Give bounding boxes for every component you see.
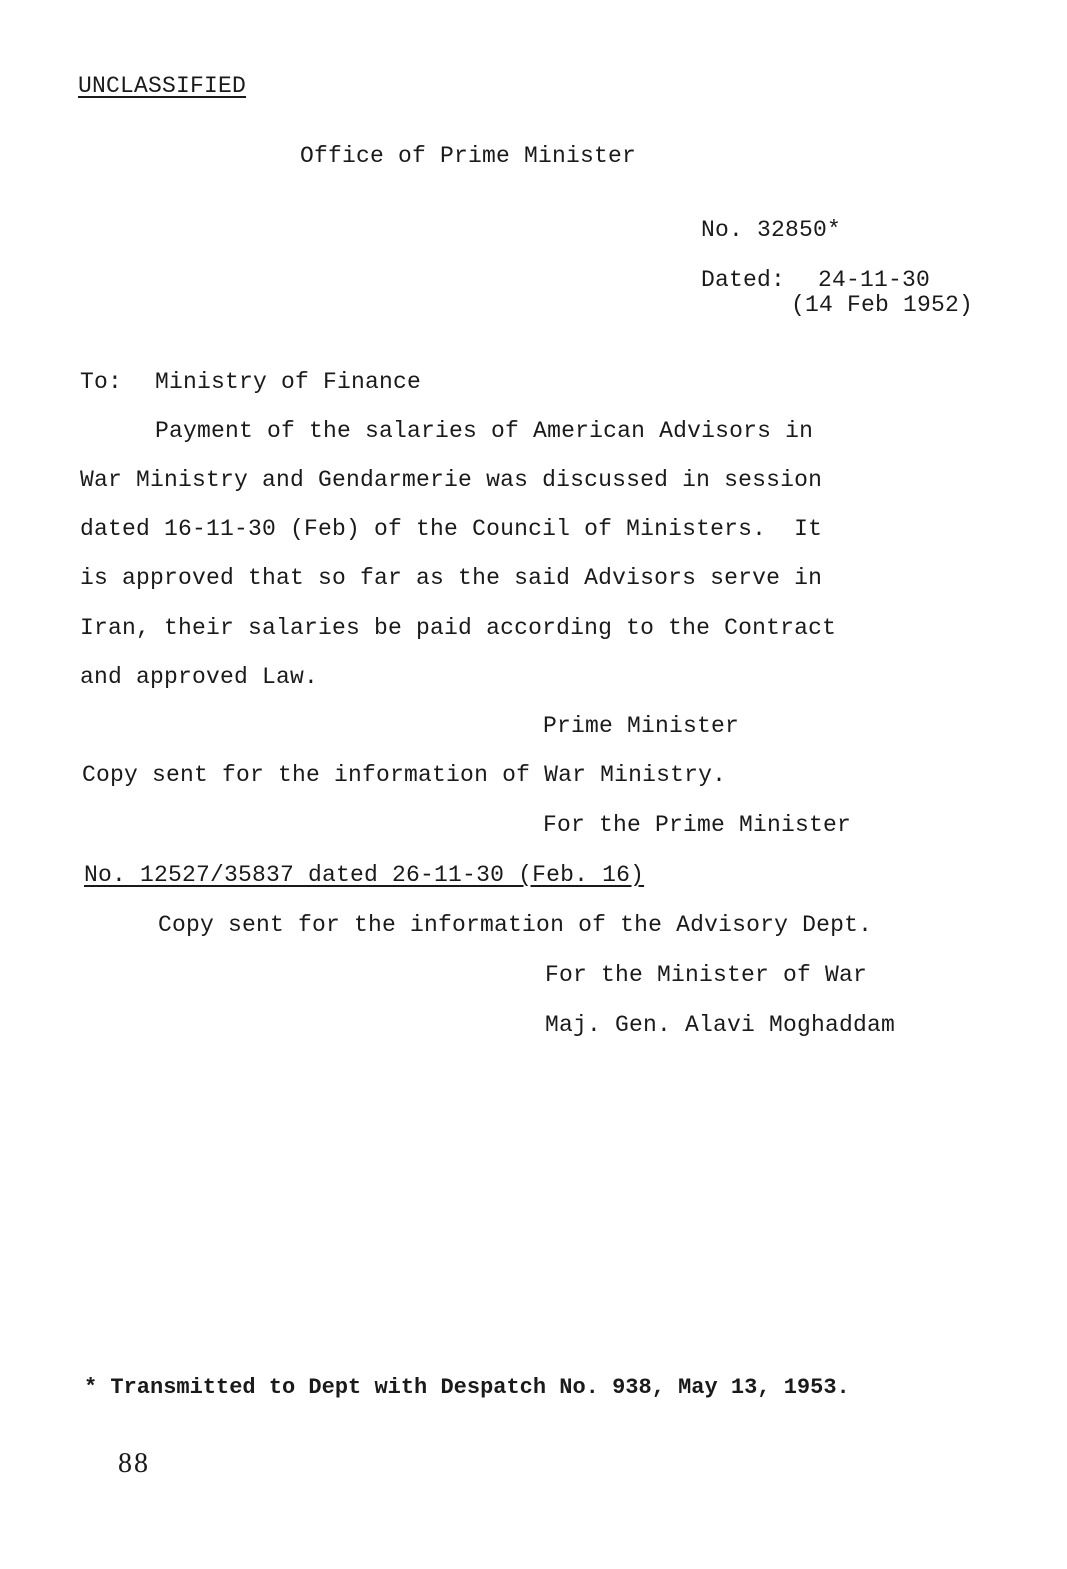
reference-number: No. 32850*	[701, 217, 842, 243]
signature-for-prime-minister: For the Prime Minister	[543, 812, 852, 838]
body-line: dated 16-11-30 (Feb) of the Council of Ministers. It	[80, 516, 823, 542]
reference-line-2: No. 12527/35837 dated 26-11-30 (Feb. 16)	[84, 862, 645, 888]
body-line: Payment of the salaries of American Advisors in	[155, 418, 814, 444]
to-recipient: Ministry of Finance	[155, 369, 422, 395]
signature-minister-of-war: For the Minister of War	[545, 962, 868, 988]
body-line: is approved that so far as the said Advisors serve in	[80, 565, 823, 591]
dated-label: Dated:	[701, 267, 786, 293]
body-line: Iran, their salaries be paid according to the Contract	[80, 615, 837, 641]
classification-label: UNCLASSIFIED	[78, 73, 247, 99]
body-line: War Ministry and Gendarmerie was discussed in session	[80, 467, 823, 493]
signature-name: Maj. Gen. Alavi Moghaddam	[545, 1012, 896, 1038]
copy-note-advisory-dept: Copy sent for the information of the Advisory Dept.	[158, 912, 873, 938]
copy-note-war-ministry: Copy sent for the information of War Ministry.	[82, 762, 727, 788]
to-label: To:	[80, 369, 123, 395]
page-number: 88	[118, 1448, 150, 1479]
signature-prime-minister: Prime Minister	[543, 713, 740, 739]
dated-gregorian: (14 Feb 1952)	[791, 292, 974, 318]
office-heading: Office of Prime Minister	[300, 143, 637, 169]
body-line: and approved Law.	[80, 664, 319, 690]
transmittal-footnote: * Transmitted to Dept with Despatch No. 938, May 13, 1953.	[84, 1375, 850, 1400]
dated-value: 24-11-30	[818, 267, 931, 293]
